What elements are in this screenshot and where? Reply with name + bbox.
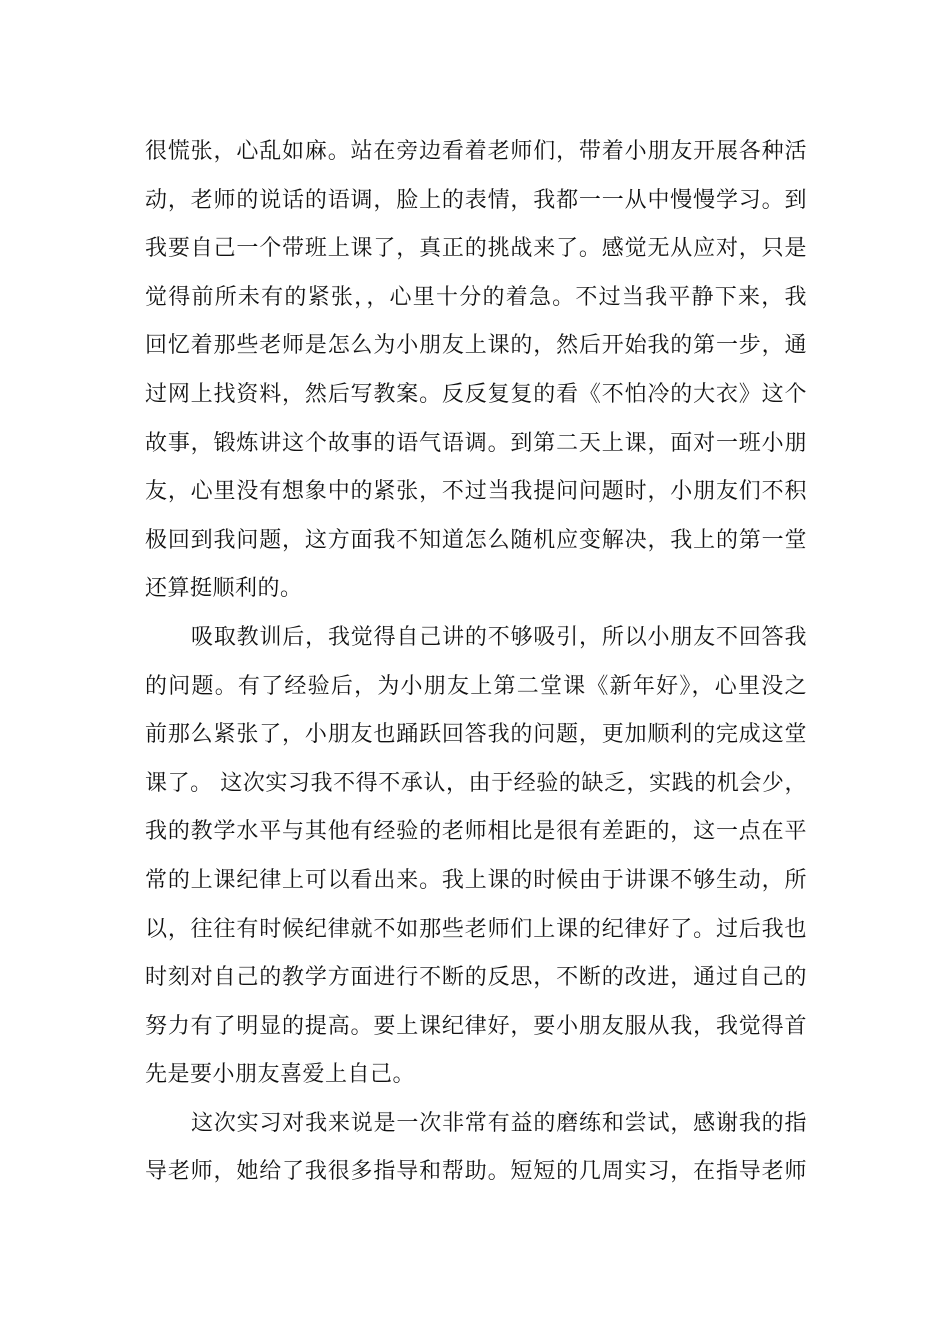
paragraph-start-line: 这次实习对我来说是一次非常有益的磨练和尝试，感谢我的指 [191, 1110, 807, 1136]
text-line: 回忆着那些老师是怎么为小朋友上课的，然后开始我的第一步，通 [145, 333, 807, 359]
text-line: 故事，锻炼讲这个故事的语气语调。到第二天上课，面对一班小朋 [145, 430, 807, 456]
text-line: 以，往往有时候纪律就不如那些老师们上课的纪律好了。过后我也 [145, 916, 807, 942]
text-line: 导老师，她给了我很多指导和帮助。短短的几周实习，在指导老师 [145, 1159, 807, 1185]
text-line: 常的上课纪律上可以看出来。我上课的时候由于讲课不够生动，所 [145, 867, 807, 893]
text-line: 很慌张，心乱如麻。站在旁边看着老师们，带着小朋友开展各种活 [145, 139, 807, 164]
text-line: 前那么紧张了，小朋友也踊跃回答我的问题，更加顺利的完成这堂 [145, 722, 807, 748]
body-text [145, 128, 807, 1197]
text-line: 努力有了明显的提高。要上课纪律好，要小朋友服从我，我觉得首 [145, 1013, 807, 1039]
text-line: 先是要小朋友喜爱上自己。 [145, 1062, 416, 1088]
text-line: 我的教学水平与其他有经验的老师相比是很有差距的，这一点在平 [145, 819, 807, 845]
text-line: 觉得前所未有的紧张，，心里十分的着急。不过当我平静下来，我 [145, 284, 807, 310]
text-line: 我要自己一个带班上课了，真正的挑战来了。感觉无从应对，只是 [145, 236, 807, 262]
paragraph-start-line: 吸取教训后，我觉得自己讲的不够吸引，所以小朋友不回答我 [191, 624, 807, 650]
text-line: 课了。 这次实习我不得不承认，由于经验的缺乏，实践的机会少， [145, 770, 807, 796]
text-line: 的问题。有了经验后，为小朋友上第二堂课《新年好》，心里没之 [145, 673, 807, 699]
text-line: 动，老师的说话的语调，脸上的表情，我都一一从中慢慢学习。到 [145, 187, 807, 213]
text-line: 过网上找资料，然后写教案。反反复复的看《不怕冷的大衣》这个 [145, 381, 807, 407]
text-line: 时刻对自己的教学方面进行不断的反思，不断的改进，通过自己的 [145, 965, 807, 991]
text-line: 极回到我问题，这方面我不知道怎么随机应变解决，我上的第一堂 [145, 527, 807, 553]
text-line: 还算挺顺利的。 [145, 576, 303, 602]
text-line: 友，心里没有想象中的紧张，不过当我提问问题时，小朋友们不积 [145, 479, 807, 505]
